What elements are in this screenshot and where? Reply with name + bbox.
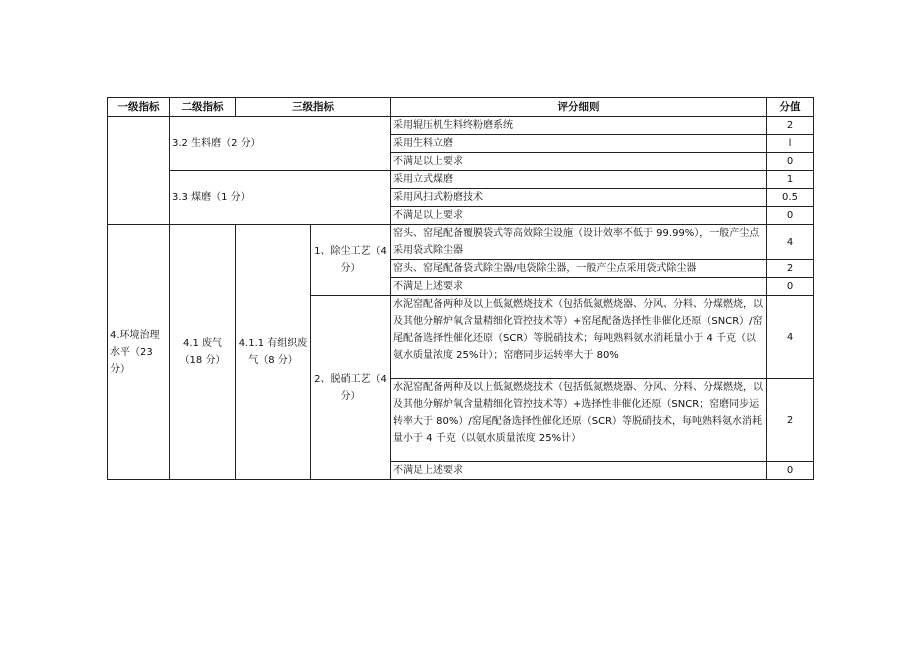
score-cell: 0.5 [767,189,814,207]
score-cell: 4 [767,225,814,260]
detail-cell: 不满足以上要求 [391,207,767,225]
score-cell: 0 [767,207,814,225]
level1-environment: 4.环境治理水平（23 分） [108,225,170,480]
header-level3: 三级指标 [236,98,391,117]
level2-coal-mill: 3.3 煤磨（1 分） [170,171,391,225]
level3-organized-exhaust: 4.1.1 有组织废气（8 分） [236,225,311,480]
table-row [108,225,814,260]
detail-cell: 窑头、窑尾配备袋式除尘器/电袋除尘器，一般产尘点采用袋式除尘器 [391,260,767,278]
score-cell: 2 [767,117,814,135]
detail-cell: 窑头、窑尾配备覆膜袋式等高效除尘设施（设计效率不低于 99.99%），一般产尘点采用袋式除尘器 [391,225,767,260]
dust-process-label: 1、除尘工艺（4 分） [311,225,391,296]
scoring-table [107,97,814,480]
detail-cell: 不满足上述要求 [391,462,767,480]
header-level2: 二级指标 [170,98,236,117]
score-cell: 4 [767,296,814,379]
level2-exhaust: 4.1 废气（18 分） [170,225,236,480]
table-row [108,117,814,135]
level1-cell-empty [108,117,170,225]
score-cell: 0 [767,278,814,296]
score-cell: 0 [767,462,814,480]
score-cell: 1 [767,171,814,189]
score-cell: l [767,135,814,153]
score-cell: 2 [767,260,814,278]
level2-raw-mill: 3.2 生料磨（2 分） [170,117,391,171]
denox-process-label: 2、脱硝工艺（4 分） [311,296,391,480]
header-score: 分值 [767,98,814,117]
table-row [108,171,814,189]
header-row [108,98,814,117]
detail-cell: 水泥窑配备两种及以上低氮燃烧技术（包括低氮燃烧器、分风、分料、分煤燃烧，以及其他分解炉氧含量精细化管控技术等）+选择性非催化还原（SNCR；窑磨同步运转率大于 80%）/窑尾配备选择性催化还原（SCR）等脱硝技术，每吨熟料氨水消耗量小于 4 千克（以氨水质量浓度 25%计） [391,379,767,462]
detail-cell: 不满足上述要求 [391,278,767,296]
detail-cell: 不满足以上要求 [391,153,767,171]
detail-cell: 采用风扫式粉磨技术 [391,189,767,207]
header-level1: 一级指标 [108,98,170,117]
score-cell: 0 [767,153,814,171]
detail-cell: 采用辊压机生料终粉磨系统 [391,117,767,135]
detail-cell: 水泥窑配备两种及以上低氮燃烧技术（包括低氮燃烧器、分风、分料、分煤燃烧，以及其他分解炉氧含量精细化管控技术等）+窑尾配备选择性非催化还原（SNCR）/窑尾配备选择性催化还原（SCR）等脱硝技术；每吨熟料氨水消耗量小于 4 千克（以氨水质量浓度 25%计）；窑磨同步运转率大于 80% [391,296,767,379]
detail-cell: 采用立式煤磨 [391,171,767,189]
score-cell: 2 [767,379,814,462]
detail-cell: 采用生料立磨 [391,135,767,153]
header-detail: 评分细则 [391,98,767,117]
